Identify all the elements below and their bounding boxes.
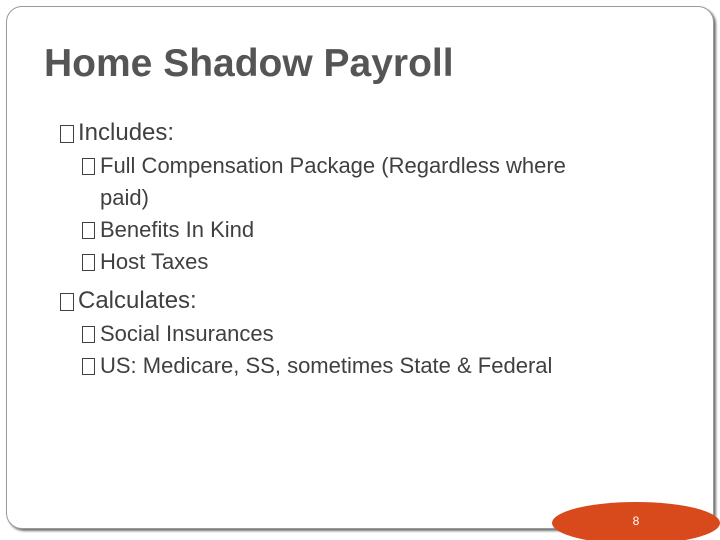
bullet-box-icon xyxy=(82,326,95,343)
bullet-calculates-label: Calculates: xyxy=(78,287,197,314)
bullet-box-icon xyxy=(82,222,95,239)
sub-bullet-host-taxes xyxy=(60,246,660,278)
bullet-includes xyxy=(60,116,660,150)
bullet-box-icon xyxy=(60,125,74,143)
sub-bullet-text: US: Medicare, SS, sometimes State & Federal xyxy=(100,353,553,378)
sub-bullet-text: Benefits In Kind xyxy=(100,217,255,242)
bullet-box-icon xyxy=(60,293,74,311)
bullet-box-icon xyxy=(82,358,95,375)
slide-content xyxy=(60,116,660,382)
sub-bullet-full-compensation xyxy=(60,150,660,214)
sub-bullet-text: Social Insurances xyxy=(100,321,274,346)
sub-bullet-benefits-in-kind xyxy=(60,214,660,246)
sub-bullet-text-line1: Full Compensation Package (Regardless where xyxy=(100,153,566,178)
sub-bullet-social-insurances xyxy=(60,318,660,350)
bullet-box-icon xyxy=(82,254,95,271)
bullet-includes-label: Includes: xyxy=(78,119,175,146)
sub-bullet-us-taxes xyxy=(60,350,660,382)
slide-title: Home Shadow Payroll xyxy=(44,42,454,85)
page-number: 8 xyxy=(632,514,640,528)
bullet-calculates xyxy=(60,284,660,318)
sub-bullet-text-line2: paid) xyxy=(100,185,149,210)
sub-bullet-text: Host Taxes xyxy=(100,249,209,274)
bullet-box-icon xyxy=(82,158,95,175)
